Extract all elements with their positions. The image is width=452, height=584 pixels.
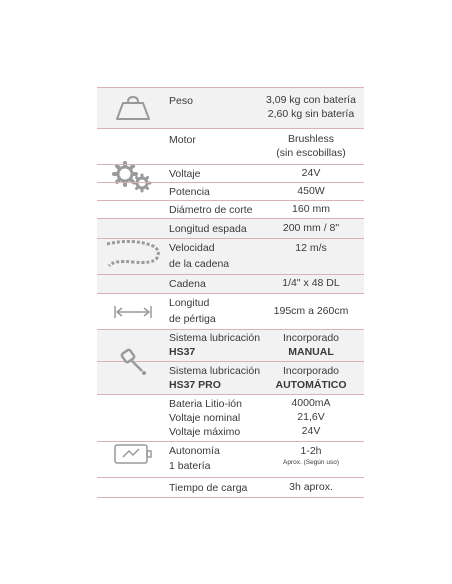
bateria-label-3: Voltaje máximo	[169, 426, 241, 438]
longitud-espada-value: 200 mm / 8"	[282, 222, 340, 234]
cadena-label: Cadena	[169, 278, 206, 290]
peso-label: Peso	[169, 95, 193, 107]
autonomia-value-2: Aprox. (Según uso)	[282, 459, 339, 466]
voltaje-value: 24V	[301, 167, 321, 179]
carga-value: 3h aprox.	[289, 481, 333, 493]
diametro-value: 160 mm	[292, 203, 330, 215]
row-potencia	[97, 182, 364, 200]
row-carga	[97, 477, 364, 498]
lubricacion-hs37pro-label-2: HS37 PRO	[169, 379, 221, 391]
row-pertiga	[97, 293, 364, 329]
lubricacion-hs37pro-label-1: Sistema lubricación	[169, 365, 261, 377]
potencia-label: Potencia	[169, 186, 210, 198]
peso-value-1: 3,09 kg con batería	[266, 94, 356, 106]
bateria-value-2: 21,6V	[297, 411, 325, 423]
spec-table	[97, 87, 364, 498]
lubricacion-hs37-label-1: Sistema lubricación	[169, 332, 261, 344]
row-voltaje	[97, 164, 364, 182]
row-lubricacion-hs37	[97, 329, 364, 361]
chain-icon	[97, 219, 169, 291]
velocidad-value: 12 m/s	[295, 242, 327, 254]
motor-label: Motor	[169, 134, 196, 146]
velocidad-label-1: Velocidad	[169, 242, 215, 254]
lubricacion-hs37pro-value-2: AUTOMÁTICO	[275, 379, 347, 391]
autonomia-label-2: 1 batería	[169, 460, 211, 472]
diametro-label: Diámetro de corte	[169, 204, 253, 216]
autonomia-label-1: Autonomía	[169, 445, 220, 457]
lubricacion-hs37-value-1: Incorporado	[282, 332, 340, 344]
pertiga-value: 195cm a 260cm	[273, 305, 349, 317]
longitud-espada-label: Longitud espada	[169, 223, 247, 235]
row-peso	[97, 87, 364, 128]
motor-value-1: Brushless	[287, 133, 335, 145]
row-longitud-espada	[97, 218, 364, 238]
lubricacion-hs37pro-value-1: Incorporado	[282, 365, 340, 377]
bateria-value-1: 4000mA	[291, 397, 331, 409]
bateria-label-1: Bateria Litio-ión	[169, 398, 242, 410]
carga-label: Tiempo de carga	[169, 482, 248, 494]
weight-icon	[97, 88, 169, 128]
row-diametro	[97, 200, 364, 218]
lubricacion-hs37-value-2: MANUAL	[288, 346, 334, 358]
peso-value-2: 2,60 kg sin batería	[267, 108, 355, 120]
oil-bottle-icon	[97, 330, 169, 392]
pertiga-label-1: Longitud	[169, 297, 210, 309]
autonomia-value-1: 1-2h	[300, 445, 322, 457]
row-autonomia	[97, 441, 364, 477]
cadena-value: 1/4" x 48 DL	[282, 277, 340, 289]
bateria-value-3: 24V	[301, 425, 321, 437]
row-motor	[97, 128, 364, 164]
bateria-label-2: Voltaje nominal	[169, 412, 241, 424]
voltaje-label: Voltaje	[169, 168, 201, 180]
motor-value-2: (sin escobillas)	[276, 147, 346, 159]
lubricacion-hs37-label-2: HS37	[169, 346, 196, 358]
extension-arrows-icon	[97, 294, 169, 329]
row-bateria	[97, 394, 364, 441]
pertiga-label-2: de pértiga	[169, 313, 216, 325]
velocidad-label-2: de la cadena	[169, 258, 230, 270]
potencia-value: 450W	[297, 185, 325, 197]
